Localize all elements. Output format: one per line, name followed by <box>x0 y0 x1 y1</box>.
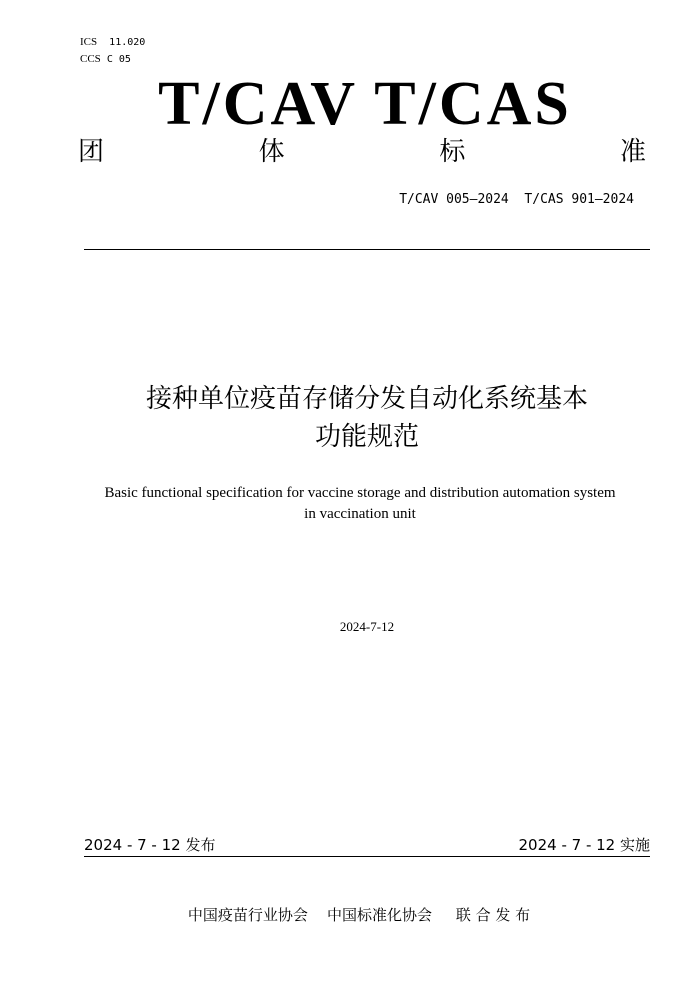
document-title-cn <box>0 380 700 456</box>
document-type <box>78 134 646 170</box>
classification-codes <box>80 34 145 68</box>
title-cn-line-2: 功能规范 <box>314 422 419 452</box>
title-cn-line-1: 接种单位疫苗存储分发自动化系统基本 <box>145 384 588 414</box>
doc-type-char: 标 <box>439 137 466 167</box>
doc-type-char: 团 <box>78 137 105 167</box>
publisher-1: 中国疫苗行业协会 <box>187 906 308 924</box>
top-divider <box>84 249 650 250</box>
title-en-line-2: in vaccination unit <box>304 506 416 522</box>
ccs-value: C 05 <box>106 54 131 65</box>
issuer-logo: T/CAV T/CAS <box>158 70 572 138</box>
doc-type-char: 准 <box>619 137 646 167</box>
ics-row <box>80 34 145 51</box>
ics-value: 11.020 <box>109 37 146 48</box>
implementation-date: 2024 - 7 - 12 实施 <box>518 836 650 854</box>
ccs-label: CCS <box>80 53 101 65</box>
bottom-divider <box>84 856 650 857</box>
publishers <box>0 904 700 925</box>
joint-release: 联 合 发 布 <box>455 906 531 924</box>
doc-type-char: 体 <box>258 137 285 167</box>
ics-label: ICS <box>80 36 98 48</box>
draft-date: 2024-7-12 <box>339 619 395 634</box>
issue-date: 2024 - 7 - 12 发布 <box>84 836 216 854</box>
ccs-row <box>80 51 145 68</box>
standard-number: T/CAV 005—2024 T/CAS 901—2024 <box>399 192 634 207</box>
document-title-en <box>60 483 660 525</box>
title-en-line-1: Basic functional specification for vaccine storage and distribution automation system <box>104 485 616 501</box>
publisher-2: 中国标准化协会 <box>326 906 432 924</box>
